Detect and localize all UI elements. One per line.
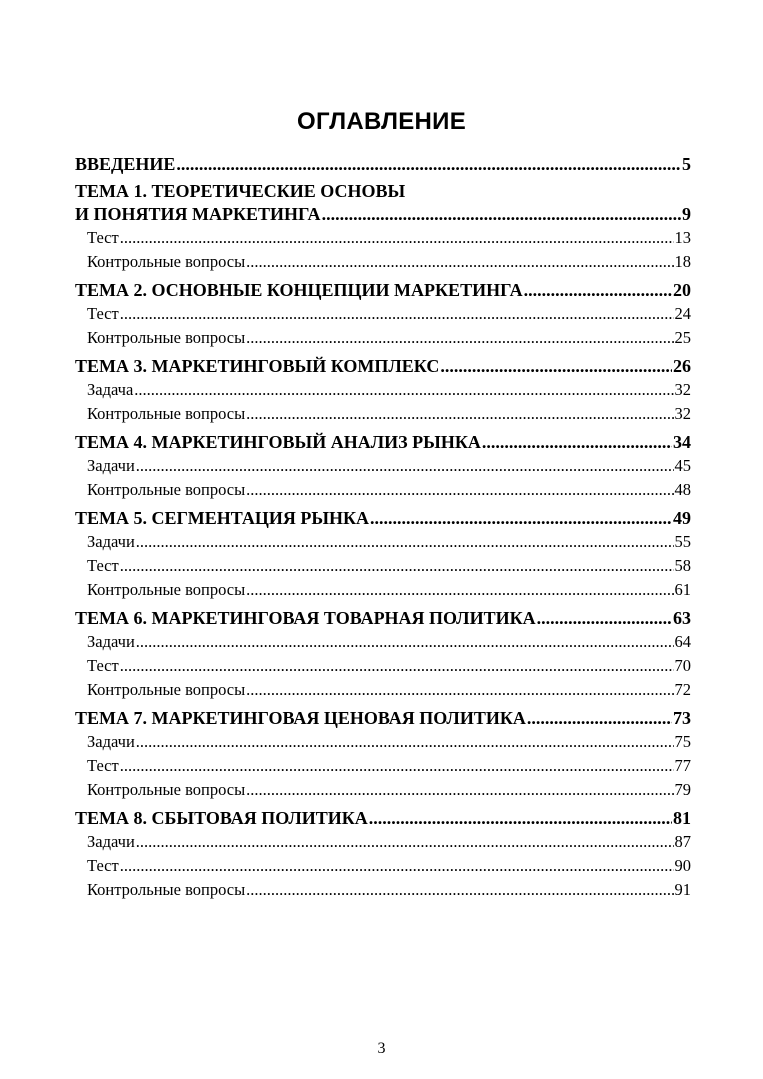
toc-entry-page: 81 (673, 808, 691, 828)
toc-entry-label: ТЕМА 6. МАРКЕТИНГОВАЯ ТОВАРНАЯ ПОЛИТИКА (75, 608, 536, 628)
dot-leader (136, 730, 674, 754)
toc-chapter-entry[interactable] (75, 430, 691, 454)
dot-leader (246, 250, 673, 274)
toc-entry-page: 87 (674, 832, 691, 851)
toc-entry-label: ТЕМА 2. ОСНОВНЫЕ КОНЦЕПЦИИ МАРКЕТИНГА (75, 280, 523, 300)
toc-subentry[interactable] (75, 402, 691, 426)
toc-entry-label: Тест (87, 304, 119, 323)
toc-chapter-entry[interactable] (75, 806, 691, 830)
toc-entry-label: ТЕМА 8. СБЫТОВАЯ ПОЛИТИКА (75, 808, 368, 828)
toc-subentry[interactable] (75, 478, 691, 502)
toc-subentry[interactable] (75, 730, 691, 754)
toc-subentry[interactable] (75, 754, 691, 778)
toc-entry-label: Задачи (87, 632, 135, 651)
toc-entry-label: И ПОНЯТИЯ МАРКЕТИНГА (75, 204, 321, 224)
toc-subentry[interactable] (75, 378, 691, 402)
toc-subentry[interactable] (75, 250, 691, 274)
toc-entry-page: 18 (674, 252, 691, 271)
dot-leader (246, 578, 673, 602)
dot-leader (120, 302, 674, 326)
toc-entry-page: 26 (673, 356, 691, 376)
toc-entry-page: 79 (674, 780, 691, 799)
toc-entry-label: Задача (87, 380, 134, 399)
toc-entry-label: Контрольные вопросы (87, 328, 246, 347)
toc-entry-page: 75 (674, 732, 691, 751)
toc-subentry[interactable] (75, 878, 691, 902)
dot-leader (134, 378, 673, 402)
dot-leader (246, 778, 673, 802)
dot-leader (246, 478, 673, 502)
toc-subentry[interactable] (75, 302, 691, 326)
toc-entry-page: 13 (674, 228, 691, 247)
dot-leader (527, 706, 672, 730)
toc-entry-page: 45 (674, 456, 691, 475)
toc-subentry[interactable] (75, 830, 691, 854)
dot-leader (482, 430, 672, 454)
toc-entry-page: 34 (673, 432, 691, 452)
toc-entry-page: 91 (674, 880, 691, 899)
page-title: ОГЛАВЛЕНИЕ (296, 108, 467, 135)
toc-subentry[interactable] (75, 226, 691, 250)
toc-subentry[interactable] (75, 554, 691, 578)
toc-entry-label: Контрольные вопросы (87, 780, 246, 799)
toc-entry-page: 55 (674, 532, 691, 551)
toc-subentry[interactable] (75, 530, 691, 554)
toc-entry-label: ВВЕДЕНИЕ (75, 154, 176, 174)
toc-subentry[interactable] (75, 678, 691, 702)
toc-chapter-entry[interactable] (75, 706, 691, 730)
toc-chapter-entry[interactable] (75, 152, 691, 176)
toc-chapter-entry[interactable] (75, 354, 691, 378)
toc-entry-label: Тест (87, 756, 119, 775)
toc-chapter-entry[interactable] (75, 506, 691, 530)
toc-entry-label: Тест (87, 856, 119, 875)
toc-entry-label: Задачи (87, 832, 135, 851)
dot-leader (246, 326, 673, 350)
table-of-contents (75, 152, 691, 902)
toc-entry-page: 32 (674, 380, 691, 399)
toc-entry-page: 20 (673, 280, 691, 300)
dot-leader (246, 878, 673, 902)
toc-subentry[interactable] (75, 854, 691, 878)
dot-leader (120, 226, 674, 250)
toc-entry-label: ТЕМА 7. МАРКЕТИНГОВАЯ ЦЕНОВАЯ ПОЛИТИКА (75, 708, 526, 728)
toc-subentry[interactable] (75, 326, 691, 350)
dot-leader (120, 654, 674, 678)
toc-entry-page: 9 (682, 204, 691, 224)
toc-chapter-entry[interactable] (75, 180, 691, 226)
dot-leader (246, 678, 673, 702)
toc-subentry[interactable] (75, 454, 691, 478)
dot-leader (176, 152, 681, 176)
toc-subentry[interactable] (75, 578, 691, 602)
toc-entry-label: Задачи (87, 732, 135, 751)
toc-entry-page: 72 (674, 680, 691, 699)
toc-entry-page: 48 (674, 480, 691, 499)
toc-entry-label: Контрольные вопросы (87, 480, 246, 499)
toc-entry-page: 5 (682, 154, 691, 174)
toc-entry-label: ТЕМА 3. МАРКЕТИНГОВЫЙ КОМПЛЕКС (75, 356, 440, 376)
toc-entry-label-line1: ТЕМА 1. ТЕОРЕТИЧЕСКИЕ ОСНОВЫ (75, 181, 406, 201)
dot-leader (537, 606, 672, 630)
page-number: 3 (377, 1040, 386, 1057)
toc-entry-page: 32 (674, 404, 691, 423)
toc-entry-page: 70 (674, 656, 691, 675)
toc-entry-label: Задачи (87, 532, 135, 551)
dot-leader (524, 278, 672, 302)
toc-entry-page: 63 (673, 608, 691, 628)
toc-entry-label: Тест (87, 228, 119, 247)
toc-entry-label: ТЕМА 4. МАРКЕТИНГОВЫЙ АНАЛИЗ РЫНКА (75, 432, 481, 452)
toc-entry-page: 90 (674, 856, 691, 875)
toc-subentry[interactable] (75, 778, 691, 802)
toc-entry-page: 77 (674, 756, 691, 775)
toc-chapter-entry[interactable] (75, 606, 691, 630)
toc-entry-page: 24 (674, 304, 691, 323)
dot-leader (120, 854, 674, 878)
toc-entry-label: Контрольные вопросы (87, 680, 246, 699)
dot-leader (369, 806, 672, 830)
toc-subentry[interactable] (75, 630, 691, 654)
toc-entry-label: Контрольные вопросы (87, 880, 246, 899)
dot-leader (136, 454, 674, 478)
toc-entry-page: 25 (674, 328, 691, 347)
dot-leader (322, 202, 681, 226)
dot-leader (136, 830, 674, 854)
dot-leader (120, 554, 674, 578)
toc-entry-label: Контрольные вопросы (87, 404, 246, 423)
toc-entry-page: 73 (673, 708, 691, 728)
toc-entry-page: 58 (674, 556, 691, 575)
toc-entry-label: Контрольные вопросы (87, 252, 246, 271)
dot-leader (120, 754, 674, 778)
toc-entry-page: 64 (674, 632, 691, 651)
toc-subentry[interactable] (75, 654, 691, 678)
dot-leader (246, 402, 673, 426)
toc-chapter-entry[interactable] (75, 278, 691, 302)
dot-leader (440, 354, 672, 378)
toc-entry-label: Контрольные вопросы (87, 580, 246, 599)
dot-leader (370, 506, 672, 530)
dot-leader (136, 630, 674, 654)
dot-leader (136, 530, 674, 554)
toc-entry-label: Задачи (87, 456, 135, 475)
toc-entry-page: 49 (673, 508, 691, 528)
toc-entry-label: Тест (87, 556, 119, 575)
toc-entry-label: ТЕМА 5. СЕГМЕНТАЦИЯ РЫНКА (75, 508, 370, 528)
toc-entry-label: Тест (87, 656, 119, 675)
toc-entry-page: 61 (674, 580, 691, 599)
